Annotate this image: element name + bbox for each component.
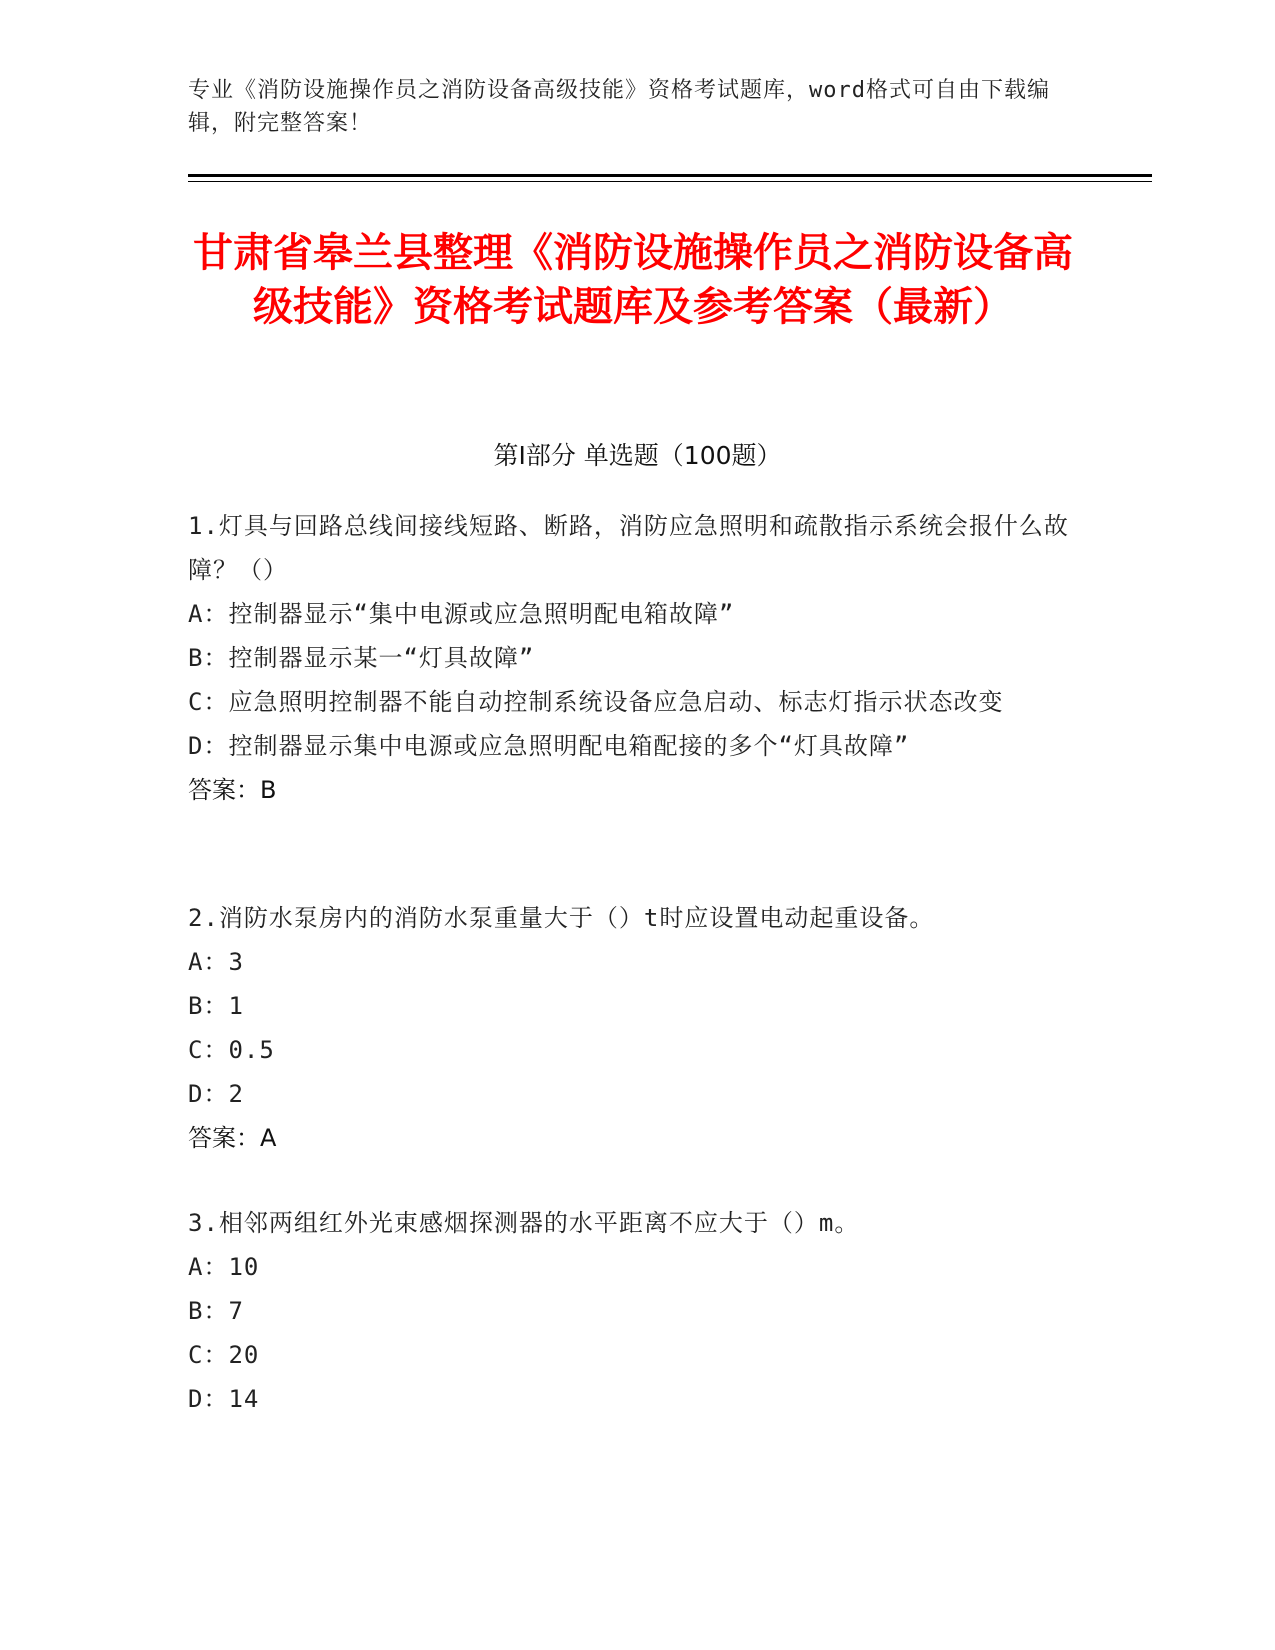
question-1 [188,504,1078,812]
header-note: 专业《消防设施操作员之消防设备高级技能》资格考试题库，word格式可自由下载编辑，附完整答案！ [188,78,1050,136]
option-d: D：2 [188,1080,244,1108]
question-stem: 3.相邻两组红外光束感烟探测器的水平距离不应大于（）m。 [188,1209,860,1237]
option-c: C：应急照明控制器不能自动控制系统设备应急启动、标志灯指示状态改变 [188,688,1004,716]
option-d: D：控制器显示集中电源或应急照明配电箱配接的多个“灯具故障” [188,732,910,760]
document-title: 甘肃省皋兰县整理《消防设施操作员之消防设备高级技能》资格考试题库及参考答案（最新） [193,230,1073,330]
option-c: C：20 [188,1341,260,1369]
answer: 答案：B [188,776,277,804]
option-d: D：14 [188,1385,260,1413]
question-3 [188,1201,1078,1421]
option-a: A：控制器显示“集中电源或应急照明配电箱故障” [188,600,735,628]
header-rule-thin [188,181,1152,182]
question-2 [188,896,1078,1160]
answer: 答案：A [188,1124,277,1152]
option-a: A：10 [188,1253,260,1281]
option-c: C：0.5 [188,1036,275,1064]
header-rule-thick [188,174,1152,177]
section-heading: 第Ⅰ部分 单选题（100题） [493,441,782,470]
option-b: B：1 [188,992,244,1020]
option-a: A：3 [188,948,244,976]
question-stem: 1.灯具与回路总线间接线短路、断路，消防应急照明和疏散指示系统会报什么故障？（） [188,512,1069,584]
question-stem: 2.消防水泵房内的消防水泵重量大于（）t时应设置电动起重设备。 [188,904,935,932]
option-b: B：7 [188,1297,244,1325]
option-b: B：控制器显示某一“灯具故障” [188,644,535,672]
